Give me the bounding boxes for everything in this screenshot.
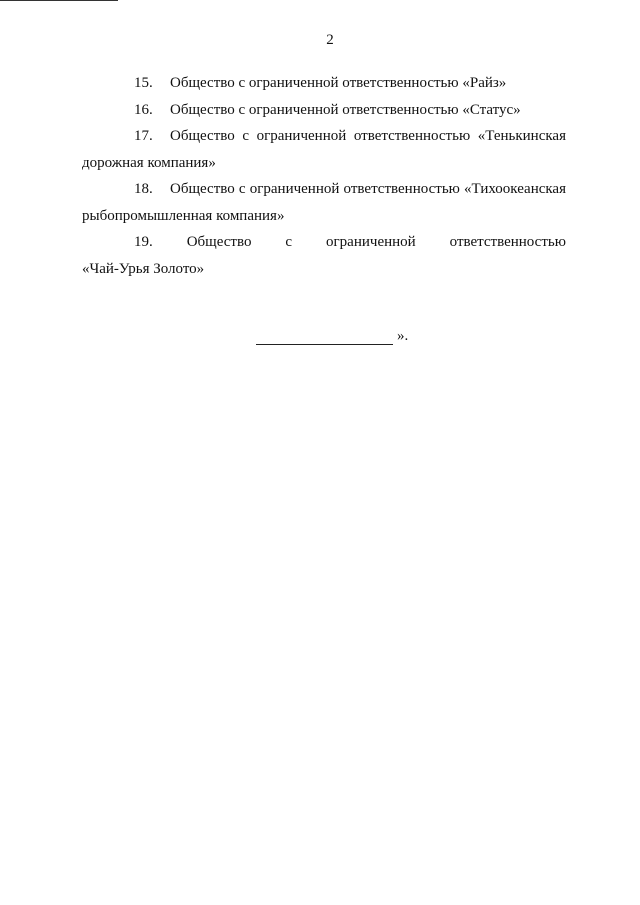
top-rule (0, 0, 118, 1)
underline-blank (256, 330, 393, 345)
item-text: Общество с ограниченной ответственностью «Райз» (170, 75, 507, 91)
item-number: 16. (134, 101, 153, 118)
item-word: Общество (186, 234, 252, 250)
list-item (82, 123, 566, 176)
item-first-line (82, 229, 566, 256)
item-number: 18. (134, 181, 153, 197)
item-number: 19. (134, 234, 153, 250)
item-word: с (285, 234, 293, 250)
item-text: Общество с ограниченной ответственностью «Тенькинская дорожная компания» (82, 128, 566, 171)
list-item (82, 229, 566, 282)
closing-signature-line (256, 328, 408, 345)
item-word: ограниченной (326, 234, 416, 250)
item-number: 15. (134, 75, 153, 91)
organization-list (82, 70, 566, 282)
item-word: ответственностью (449, 234, 566, 250)
closing-mark: ». (397, 328, 409, 344)
list-item (82, 97, 566, 124)
item-continuation: «Чай-Урья Золото» (82, 260, 205, 277)
list-item (82, 176, 566, 229)
item-text: Общество с ограниченной ответственностью «Статус» (170, 101, 521, 118)
item-text: Общество с ограниченной ответственностью «Тихоокеанская рыбопромышленная компания» (82, 181, 566, 224)
page-number: 2 (326, 32, 334, 48)
item-number: 17. (134, 128, 153, 144)
list-item (82, 70, 566, 97)
